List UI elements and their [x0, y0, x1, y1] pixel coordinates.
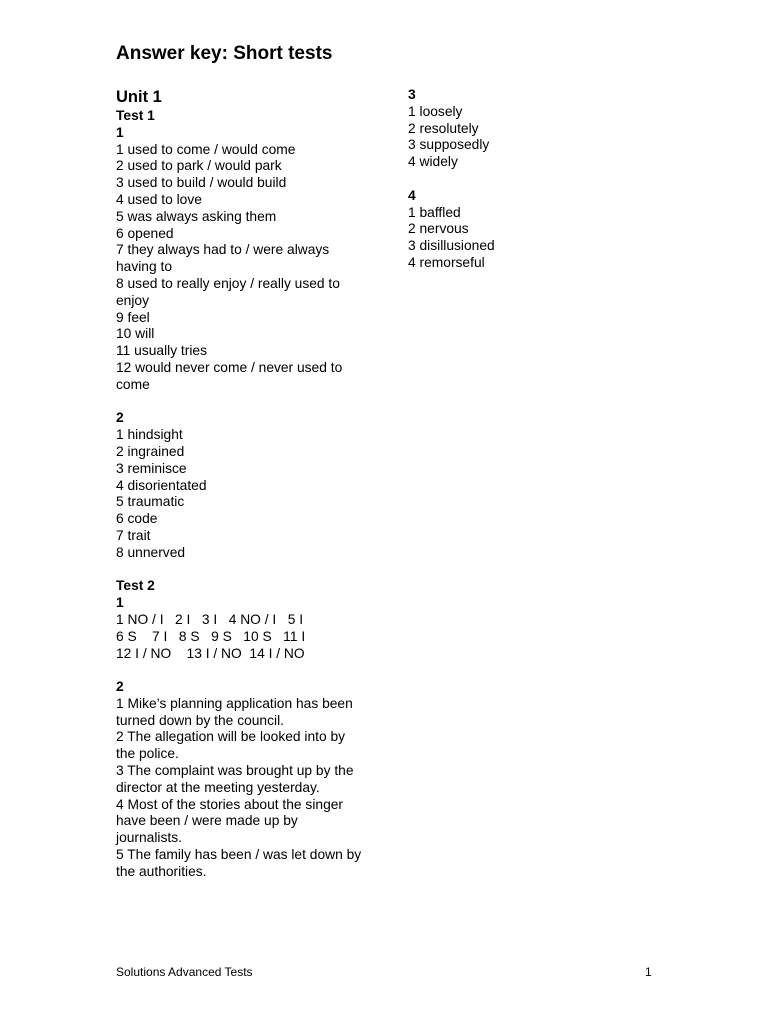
answer-item: 12 would never come / never used to come: [116, 359, 343, 392]
test-1-exercise-3-answers: [408, 104, 608, 171]
answer-item: 3 supposedly: [408, 137, 490, 153]
footer-publication-title: Solutions Advanced Tests: [116, 965, 253, 979]
test-2-exercise-2-number: 2: [116, 679, 124, 695]
answer-item: 2 used to park / would park: [116, 158, 282, 174]
answer-item: 6 opened: [116, 225, 174, 241]
test-2-heading: Test 2: [116, 578, 155, 594]
answer-item: 6 code: [116, 511, 158, 527]
answer-item: 1 used to come / would come: [116, 141, 296, 157]
answer-item: 2 resolutely: [408, 120, 479, 136]
test-1-exercise-1-number: 1: [116, 124, 124, 140]
answer-item: 3 reminisce: [116, 460, 187, 476]
test-1-exercise-4-number: 4: [408, 187, 416, 203]
answer-item: 8 unnerved: [116, 544, 186, 560]
answer-item: 5 traumatic: [116, 494, 185, 510]
test-1-heading: Test 1: [116, 108, 155, 123]
answer-item: 4 used to love: [116, 191, 202, 207]
answer-item: 2 The allegation will be looked into by the police.: [116, 729, 346, 762]
answer-item: 7 trait: [116, 527, 151, 543]
answer-item: 4 disorientated: [116, 477, 207, 493]
answer-item: 9 feel: [116, 309, 150, 325]
test-2-exercise-1-answers: [116, 612, 366, 662]
answer-row: 6 S 7 I 8 S 9 S 10 S 11 I: [116, 628, 306, 644]
left-column: [116, 87, 366, 881]
test-1-exercise-2-answers: [116, 427, 366, 561]
answer-item: 3 disillusioned: [408, 238, 495, 254]
answer-item: 1 Mike’s planning application has been turned down by the council.: [116, 695, 353, 728]
answer-item: 3 The complaint was brought up by the director at the meeting yesterday.: [116, 763, 354, 795]
test-2-exercise-1-number: 1: [116, 595, 124, 611]
answer-item: 10 will: [116, 326, 155, 342]
answer-item: 4 widely: [408, 154, 458, 170]
spacer: [116, 662, 366, 679]
answer-item: 5 was always asking them: [116, 208, 277, 224]
unit-heading: Unit 1: [116, 88, 162, 106]
test-2-exercise-2-answers: [116, 696, 366, 881]
test-1-exercise-1-answers: [116, 142, 366, 394]
answer-item: 4 Most of the stories about the singer have been / were made up by journalists.: [116, 796, 344, 846]
spacer: [116, 394, 366, 411]
spacer: [116, 562, 366, 579]
answer-item: 2 nervous: [408, 221, 469, 237]
spacer: [408, 171, 608, 188]
answer-item: 7 they always had to / were always having to: [116, 242, 330, 275]
answer-item: 2 ingrained: [116, 443, 185, 459]
answer-row: 12 I / NO 13 I / NO 14 I / NO: [116, 645, 305, 661]
answer-item: 11 usually tries: [116, 343, 207, 359]
test-1-exercise-3-number: 3: [408, 87, 416, 102]
answer-item: 3 used to build / would build: [116, 175, 287, 191]
answer-item: 1 baffled: [408, 204, 461, 220]
right-column: [408, 87, 608, 272]
test-1-exercise-4-answers: [408, 205, 608, 272]
answer-row: 1 NO / I 2 I 3 I 4 NO / I 5 I: [116, 611, 304, 627]
answer-item: 1 loosely: [408, 103, 463, 119]
answer-item: 1 hindsight: [116, 427, 183, 443]
footer-page-number: 1: [645, 965, 652, 979]
answer-item: 8 used to really enjoy / really used to enjoy: [116, 275, 340, 308]
answer-item: 4 remorseful: [408, 254, 485, 270]
page-title: Answer key: Short tests: [116, 43, 333, 64]
test-1-exercise-2-number: 2: [116, 410, 124, 426]
answer-item: 5 The family has been / was let down by the authorities.: [116, 847, 362, 879]
